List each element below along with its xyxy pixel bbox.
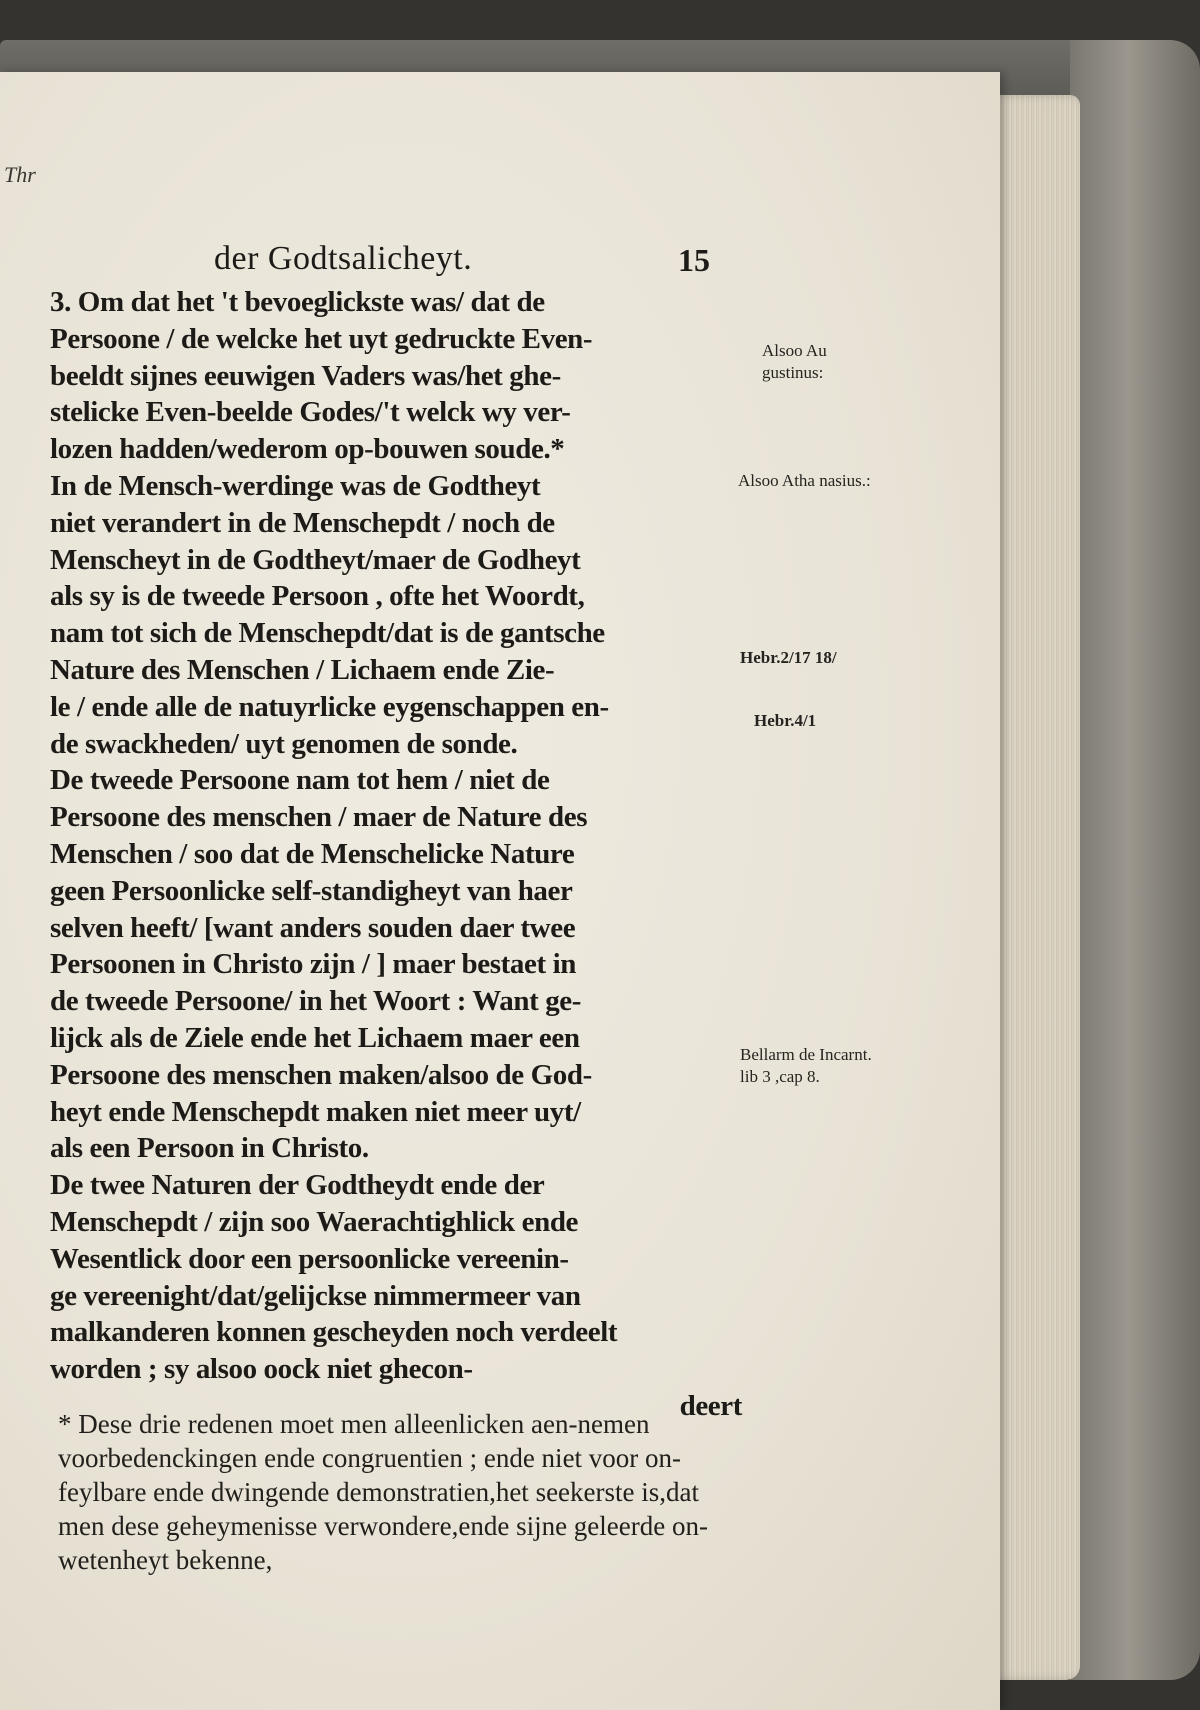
body-line: In de Mensch-werdinge was de Godtheyt xyxy=(50,469,541,502)
body-line: De twee Naturen der Godtheydt ende der xyxy=(50,1169,545,1202)
body-line: Persoone / de welcke het uyt gedruckte Even- xyxy=(50,322,593,355)
body-line: stelicke Even-beelde Godes/'t welck wy ver- xyxy=(50,396,571,429)
body-line: Wesentlick door een persoonlicke vereenin- xyxy=(50,1242,569,1275)
body-line: lijck als de Ziele ende het Lichaem maer een xyxy=(50,1021,580,1054)
footnote-line: men dese geheymenisse verwondere,ende sijne geleerde on- xyxy=(58,1511,708,1541)
body-line: Menschen / soo dat de Menschelicke Nature xyxy=(50,837,575,870)
body-line: De tweede Persoone nam tot hem / niet de xyxy=(50,764,550,797)
body-line: de tweede Persoone/ in het Woort : Want ge- xyxy=(50,985,582,1018)
page-edges xyxy=(992,95,1080,1680)
body-line: Persoonen in Christo zijn / ] maer bestaet in xyxy=(50,948,576,981)
body-line: Menscheyt in de Godtheyt/maer de Godheyt xyxy=(50,543,581,576)
body-line: malkanderen konnen gescheyden noch verdeelt xyxy=(50,1316,618,1349)
footnote-line: * Dese drie redenen moet men alleenlicken aen-nemen xyxy=(58,1409,650,1439)
catchword: deert xyxy=(679,1389,742,1422)
printed-page xyxy=(0,72,1000,1710)
footnote-line: wetenheyt bekenne, xyxy=(58,1545,273,1575)
body-line: selven heeft/ [want anders souden daer twee xyxy=(50,911,576,944)
footnote-line: voorbedenckingen ende congruentien ; ende niet voor on- xyxy=(58,1443,682,1473)
body-line: worden ; sy alsoo oock niet ghecon- xyxy=(50,1353,473,1386)
body-line: heyt ende Menschepdt maken niet meer uyt/ xyxy=(50,1095,581,1128)
footnote-line: feylbare ende dwingende demonstratien,het seekerste is,dat xyxy=(58,1477,699,1507)
book-cover-spine-edge xyxy=(1070,40,1200,1680)
body-line: lozen hadden/wederom op-bouwen soude.* xyxy=(50,433,565,466)
footnote xyxy=(58,1407,888,1577)
body-line: nam tot sich de Menschepdt/dat is de gantsche xyxy=(50,617,605,650)
margin-note: Alsoo Au gustinus: xyxy=(762,341,827,382)
body-line: de swackheden/ uyt genomen de sonde. xyxy=(50,727,518,760)
body-line: Menschepdt / zijn soo Waerachtighlick ende xyxy=(50,1205,579,1238)
body-line: 3. Om dat het 't bevoeglickste was/ dat de xyxy=(50,286,545,318)
body-line: Nature des Menschen / Lichaem ende Zie- xyxy=(50,653,555,686)
body-line: geen Persoonlicke self-standigheyt van haer xyxy=(50,874,573,907)
margin-note: Bellarm de Incarnt. lib 3 ,cap 8. xyxy=(740,1045,872,1086)
body-line: ge vereenight/dat/gelijckse nimmermeer van xyxy=(50,1279,581,1312)
page-number: 15 xyxy=(678,242,710,278)
body-line: beeldt sijnes eeuwigen Vaders was/het ghe- xyxy=(50,359,561,392)
body-line: Persoone des menschen / maer de Nature des xyxy=(50,801,588,834)
body-line: als een Persoon in Christo. xyxy=(50,1132,369,1165)
body-line: als sy is de tweede Persoon , ofte het Woordt, xyxy=(50,580,585,613)
body-line: Persoone des menschen maken/alsoo de God- xyxy=(50,1058,592,1091)
body-line: niet verandert in de Menschepdt / noch de xyxy=(50,506,555,539)
body-text xyxy=(50,284,742,1425)
margin-note: Hebr.4/1 xyxy=(754,711,817,730)
margin-note: Hebr.2/17 18/ xyxy=(740,648,837,667)
margin-note: Alsoo Atha nasius.: xyxy=(738,471,871,490)
body-line: le / ende alle de natuyrlicke eygenschappen en- xyxy=(50,690,609,723)
running-head: der Godtsalicheyt. xyxy=(214,240,473,277)
handwritten-corner-mark: Thr xyxy=(4,162,36,187)
